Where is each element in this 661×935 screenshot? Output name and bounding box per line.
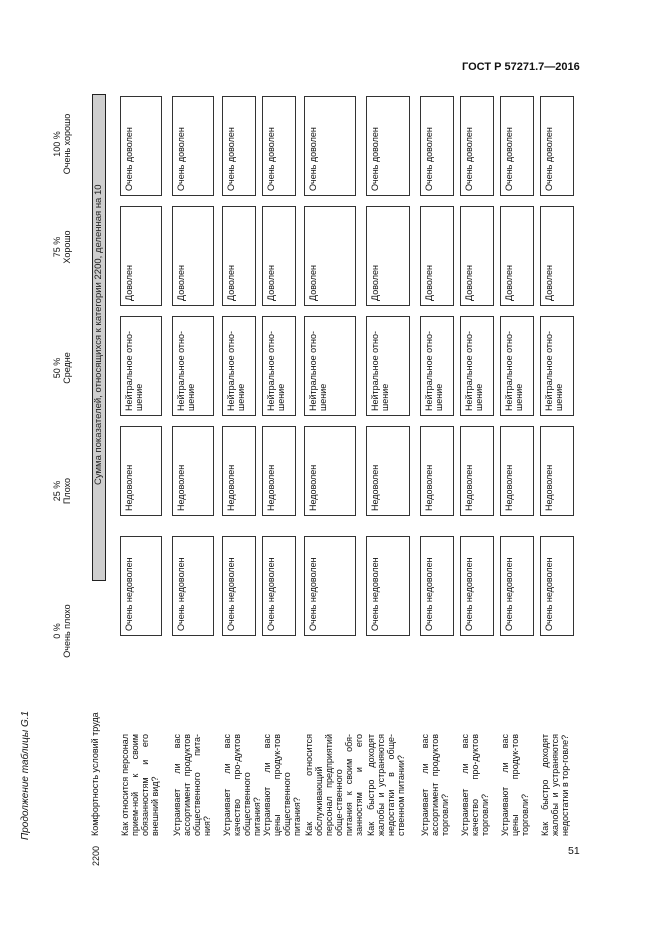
answer-option[interactable]: Нейтральное отно-шение [262,316,296,416]
answer-option[interactable]: Очень доволен [304,96,356,196]
answer-option[interactable]: Очень недоволен [420,536,454,636]
answer-option[interactable]: Очень недоволен [222,536,256,636]
scale-label: Плохо [62,477,72,505]
answer-option[interactable]: Очень доволен [222,96,256,196]
page-number: 51 [568,845,580,857]
answer-option[interactable]: Недоволен [304,426,356,516]
question-text: Устраивают ли вас цены продук-тов торговли? [500,734,530,836]
summary-row [92,94,106,581]
answer-option[interactable]: Очень доволен [540,96,574,196]
standard-number: ГОСТ Р 57271.7—2016 [462,61,580,73]
answer-option[interactable]: Недоволен [222,426,256,516]
answer-option[interactable]: Недоволен [500,426,534,516]
question-text: Как относится персонал прием-ной к своим обязанностям и его внешний вид? [120,734,160,836]
answer-option[interactable]: Доволен [460,206,494,306]
answer-option[interactable]: Очень недоволен [366,536,410,636]
answer-option[interactable]: Нейтральное отно-шение [420,316,454,416]
question-text: Устраивает ли вас ассортимент продуктов общественного пита-ния? [172,734,212,836]
scale-percent: 75 % [52,236,62,258]
answer-option[interactable]: Очень доволен [420,96,454,196]
answer-option[interactable]: Недоволен [120,426,162,516]
table-continuation-caption: Продолжение таблицы G.1 [20,710,31,840]
question-text: Устраивает ли вас ассортимент продуктов торговли? [420,734,450,836]
answer-option[interactable]: Недоволен [172,426,214,516]
answer-option[interactable]: Нейтральное отно-шение [500,316,534,416]
scale-percent: 25 % [52,480,62,502]
answer-option[interactable]: Очень доволен [120,96,162,196]
answer-option[interactable]: Очень недоволен [304,536,356,636]
scale-label: Средне [62,352,72,384]
answer-option[interactable]: Доволен [120,206,162,306]
answer-option[interactable]: Очень доволен [172,96,214,196]
question-text: Устраивает ли вас качество про-дуктов торговли? [460,734,490,836]
scale-label: Очень хорошо [62,113,72,175]
answer-option[interactable]: Очень доволен [262,96,296,196]
scale-header-0 [52,581,72,681]
answer-option[interactable]: Очень доволен [366,96,410,196]
answer-option[interactable]: Недоволен [420,426,454,516]
answer-option[interactable]: Доволен [304,206,356,306]
answer-option[interactable]: Недоволен [262,426,296,516]
answer-option[interactable]: Очень недоволен [540,536,574,636]
question-text: Как быстро доходят жалобы и устраняются недостатки в обще-ственном питании? [366,734,406,836]
answer-option[interactable]: Доволен [172,206,214,306]
answer-option[interactable]: Очень доволен [500,96,534,196]
answer-option[interactable]: Очень доволен [460,96,494,196]
scale-header-4 [52,94,72,194]
answer-option[interactable]: Доволен [366,206,410,306]
answer-option[interactable]: Нейтральное отно-шение [222,316,256,416]
answer-option[interactable]: Нейтральное отно-шение [304,316,356,416]
answer-option[interactable]: Доволен [262,206,296,306]
scale-label: Хорошо [62,230,72,264]
scale-header-2 [52,318,72,418]
scale-percent: 0 % [52,623,62,639]
answer-option[interactable]: Недоволен [540,426,574,516]
answer-option[interactable]: Нейтральное отно-шение [172,316,214,416]
scale-label: Очень плохо [62,604,72,658]
answer-option[interactable]: Очень недоволен [172,536,214,636]
answer-option[interactable]: Доволен [420,206,454,306]
answer-option[interactable]: Доволен [500,206,534,306]
answer-option[interactable]: Нейтральное отно-шение [366,316,410,416]
answer-option[interactable]: Недоволен [460,426,494,516]
answer-option[interactable]: Нейтральное отно-шение [120,316,162,416]
answer-option[interactable]: Нейтральное отно-шение [540,316,574,416]
question-text: Как быстро доходят жалобы и устраняются недостатки в тор-говле? [540,734,570,836]
answer-option[interactable]: Нейтральное отно-шение [460,316,494,416]
section-code: 2200 [91,845,101,866]
scale-header-3 [52,197,72,297]
scale-percent: 50 % [52,357,62,379]
answer-option[interactable]: Недоволен [366,426,410,516]
question-text: Устраивает ли вас качество про-дуктов общественного питания? [222,734,262,836]
answer-option[interactable]: Очень недоволен [120,536,162,636]
answer-option[interactable]: Доволен [222,206,256,306]
section-title: Комфортность условий труда [90,712,100,836]
scale-header-1 [52,441,72,541]
summary-text: Сумма показателей, относящихся к категории 2200, деленная на 10 [93,184,104,485]
answer-option[interactable]: Очень недоволен [500,536,534,636]
question-text: Как относится обслуживающий персонал предприятий обще-ственного питания к своим обя-занностям и его [304,734,364,836]
scale-percent: 100 % [52,131,62,157]
question-text: Устраивают ли вас цены продук-тов общественного питания? [262,734,302,836]
answer-option[interactable]: Очень недоволен [460,536,494,636]
answer-option[interactable]: Доволен [540,206,574,306]
answer-option[interactable]: Очень недоволен [262,536,296,636]
